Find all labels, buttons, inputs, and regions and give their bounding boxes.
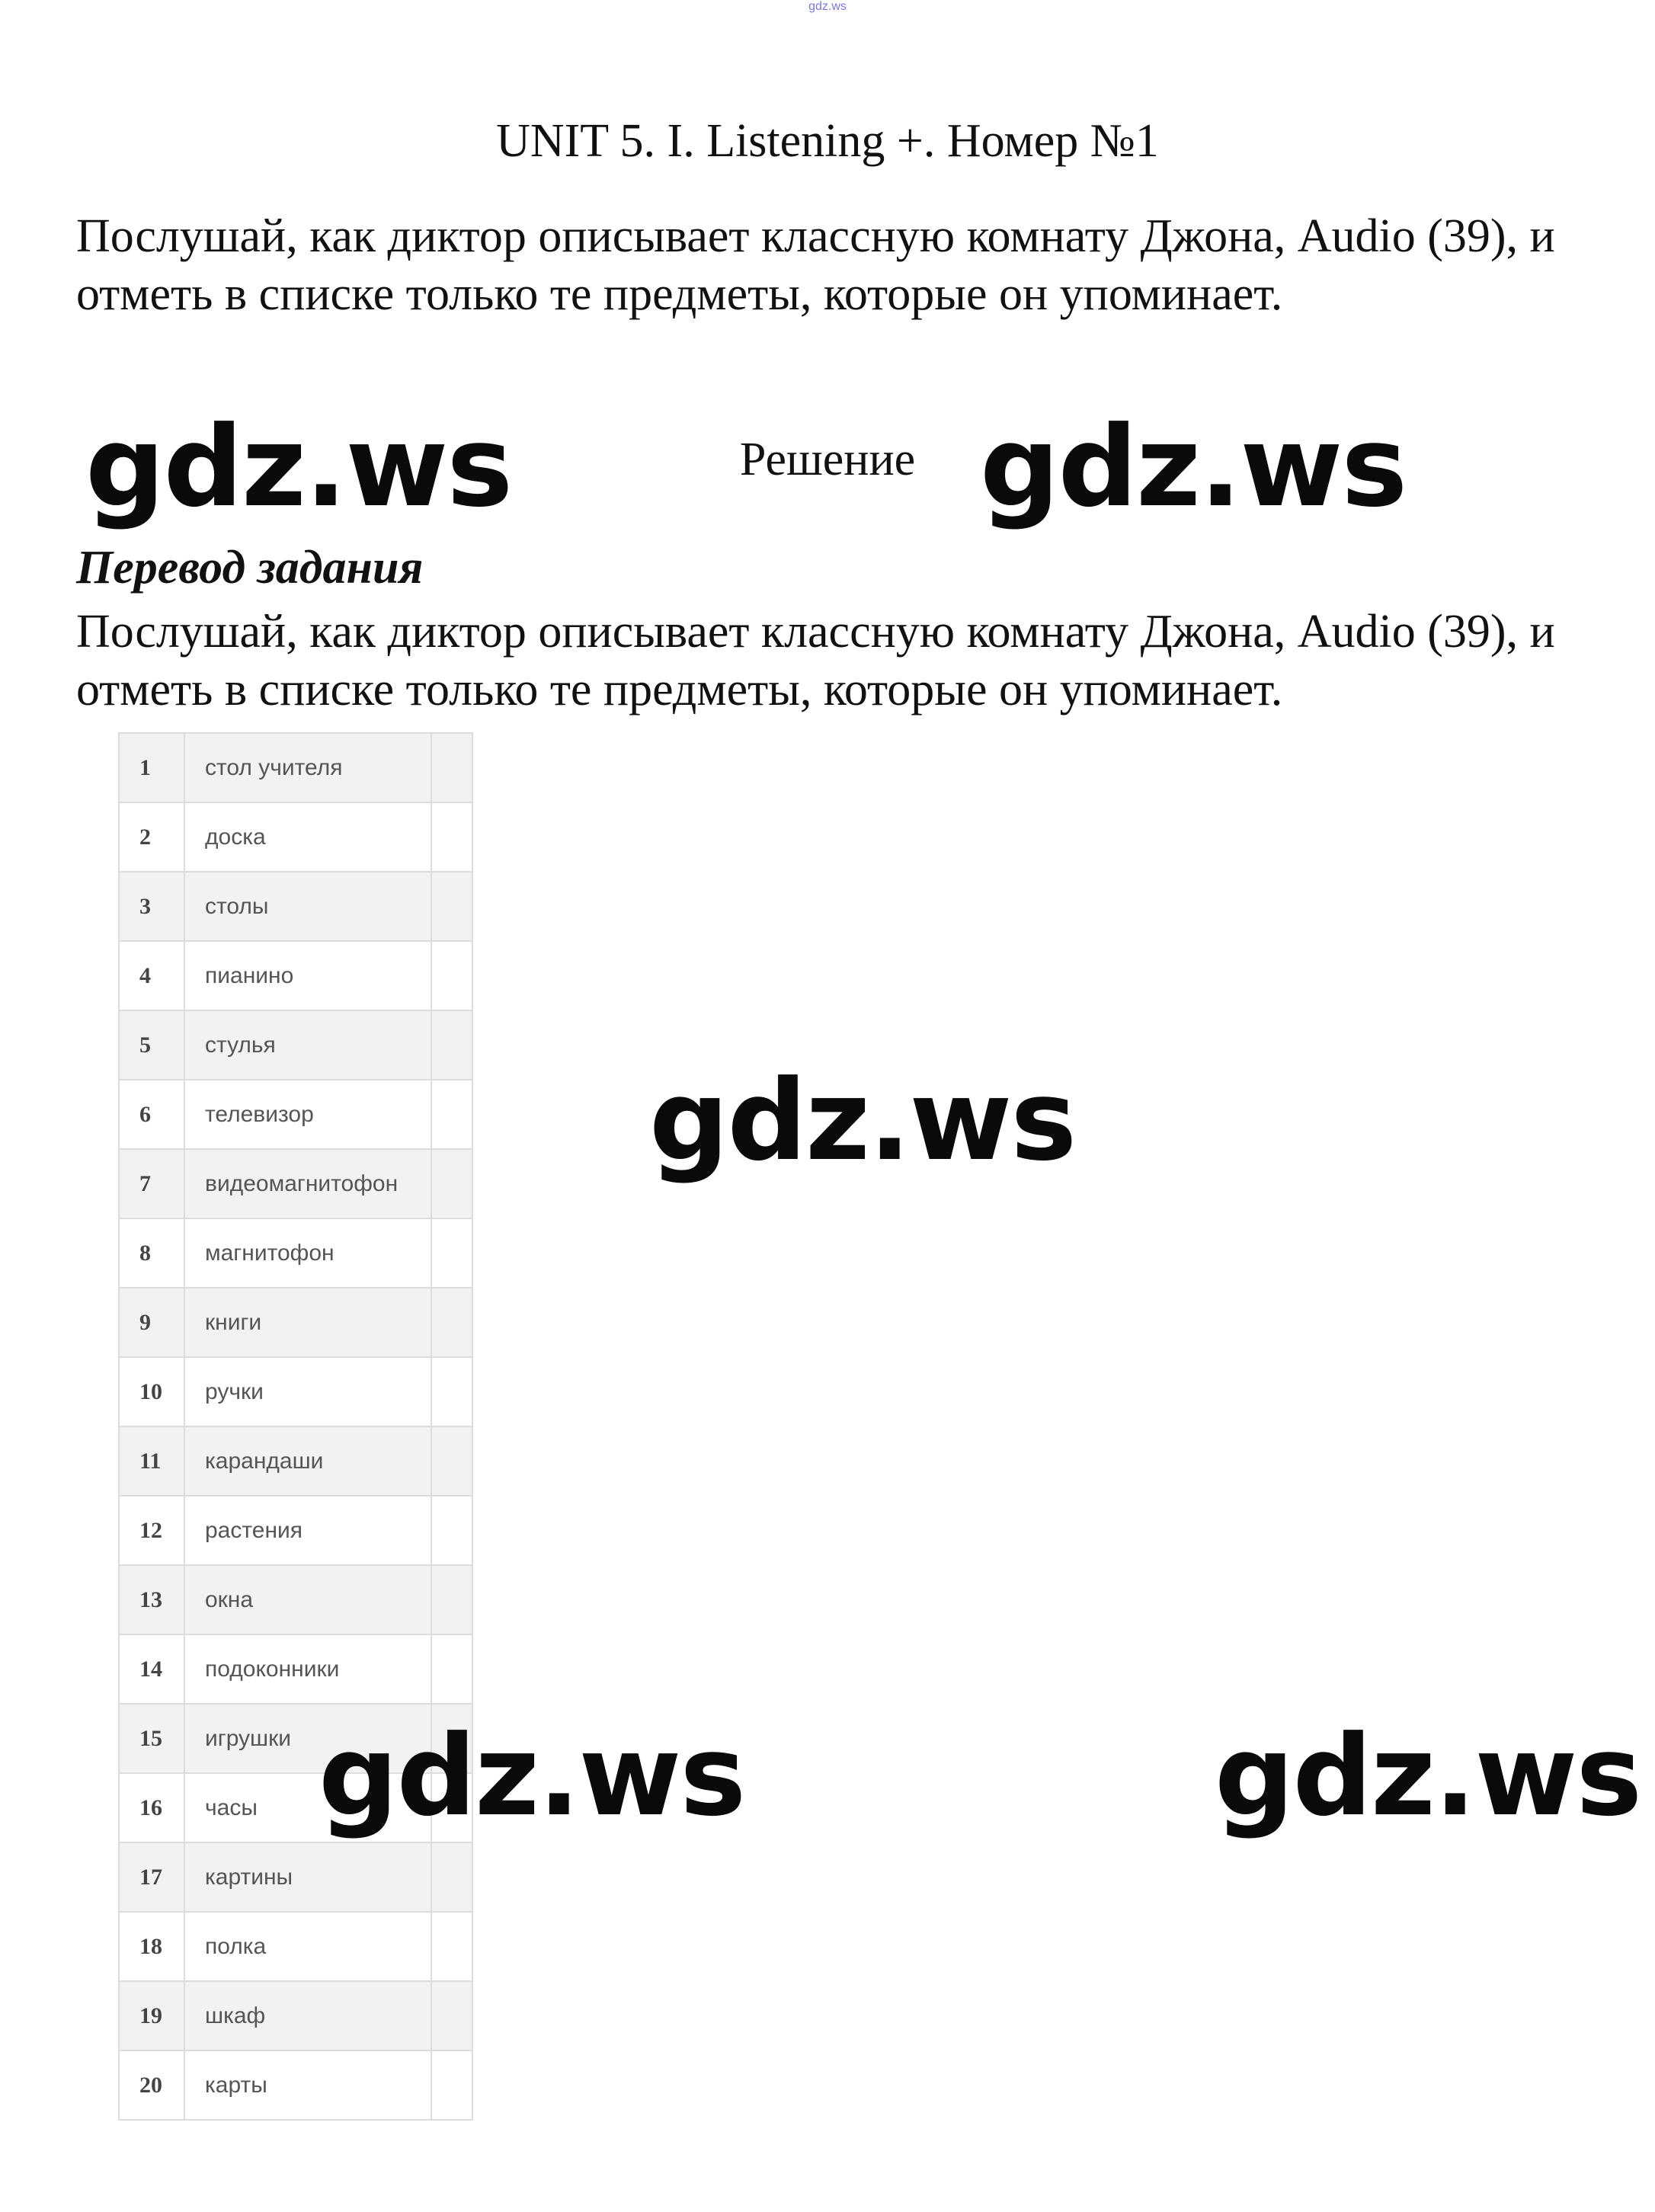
- item-name: полка: [184, 1912, 431, 1981]
- item-number: 12: [119, 1496, 184, 1565]
- item-number: 18: [119, 1912, 184, 1981]
- table-row: [119, 1357, 472, 1426]
- item-number: 7: [119, 1149, 184, 1218]
- item-number: 15: [119, 1704, 184, 1773]
- table-row: [119, 1496, 472, 1565]
- items-table-body: [119, 733, 472, 2120]
- item-name: растения: [184, 1496, 431, 1565]
- item-number: 17: [119, 1842, 184, 1912]
- table-row: [119, 802, 472, 872]
- item-checkbox-cell[interactable]: [431, 1981, 472, 2050]
- watermark: gdz.ws: [649, 1056, 1076, 1186]
- item-number: 16: [119, 1773, 184, 1842]
- page-title: UNIT 5. I. Listening +. Номер №1: [496, 115, 1159, 167]
- table-row: [119, 1149, 472, 1218]
- item-checkbox-cell[interactable]: [431, 941, 472, 1010]
- item-name: картины: [184, 1842, 431, 1912]
- solution-label: Решение: [739, 434, 916, 485]
- item-number: 5: [119, 1010, 184, 1080]
- item-number: 10: [119, 1357, 184, 1426]
- item-checkbox-cell[interactable]: [431, 1912, 472, 1981]
- table-row: [119, 1565, 472, 1634]
- table-row: [119, 1010, 472, 1080]
- table-row: [119, 1218, 472, 1288]
- item-checkbox-cell[interactable]: [431, 1288, 472, 1357]
- item-checkbox-cell[interactable]: [431, 1357, 472, 1426]
- item-name: телевизор: [184, 1080, 431, 1149]
- table-row: [119, 1288, 472, 1357]
- task-text: Послушай, как диктор описывает классную комнату Джона, Audio (39), и отметь в списке только те предметы, которые он упоминает.: [76, 210, 1555, 320]
- item-number: 8: [119, 1218, 184, 1288]
- item-name: пианино: [184, 941, 431, 1010]
- item-checkbox-cell[interactable]: [431, 1218, 472, 1288]
- translation-heading: Перевод задания: [76, 542, 424, 594]
- item-checkbox-cell[interactable]: [431, 1149, 472, 1218]
- item-name: окна: [184, 1565, 431, 1634]
- item-name: магнитофон: [184, 1218, 431, 1288]
- table-row: [119, 1842, 472, 1912]
- item-number: 13: [119, 1565, 184, 1634]
- item-number: 9: [119, 1288, 184, 1357]
- item-checkbox-cell[interactable]: [431, 802, 472, 872]
- item-number: 6: [119, 1080, 184, 1149]
- item-name: столы: [184, 872, 431, 941]
- item-number: 1: [119, 733, 184, 802]
- table-row: [119, 1426, 472, 1496]
- table-row: [119, 872, 472, 941]
- item-name: книги: [184, 1288, 431, 1357]
- item-number: 2: [119, 802, 184, 872]
- item-checkbox-cell[interactable]: [431, 733, 472, 802]
- item-number: 11: [119, 1426, 184, 1496]
- item-number: 14: [119, 1634, 184, 1704]
- item-checkbox-cell[interactable]: [431, 1842, 472, 1912]
- table-row: [119, 1080, 472, 1149]
- item-checkbox-cell[interactable]: [431, 872, 472, 941]
- items-table: [118, 732, 473, 2121]
- item-name: шкаф: [184, 1981, 431, 2050]
- item-checkbox-cell[interactable]: [431, 1080, 472, 1149]
- item-name: стол учителя: [184, 733, 431, 802]
- table-row: [119, 2050, 472, 2120]
- item-name: доска: [184, 802, 431, 872]
- item-checkbox-cell[interactable]: [431, 2050, 472, 2120]
- item-name: подоконники: [184, 1634, 431, 1704]
- table-row: [119, 1981, 472, 2050]
- item-number: 19: [119, 1981, 184, 2050]
- item-checkbox-cell[interactable]: [431, 1426, 472, 1496]
- item-name: карты: [184, 2050, 431, 2120]
- item-checkbox-cell[interactable]: [431, 1496, 472, 1565]
- item-name: стулья: [184, 1010, 431, 1080]
- site-mark: gdz.ws: [808, 0, 847, 13]
- translation-text: Послушай, как диктор описывает классную комнату Джона, Audio (39), и отметь в списке только те предметы, которые он упоминает.: [76, 606, 1555, 715]
- item-number: 20: [119, 2050, 184, 2120]
- item-number: 3: [119, 872, 184, 941]
- watermark: gdz.ws: [1215, 1711, 1641, 1841]
- item-name: часы: [184, 1773, 431, 1842]
- table-row: [119, 941, 472, 1010]
- watermark: gdz.ws: [85, 402, 512, 532]
- item-number: 4: [119, 941, 184, 1010]
- item-name: видеомагнитофон: [184, 1149, 431, 1218]
- table-row: [119, 1912, 472, 1981]
- table-row: [119, 1634, 472, 1704]
- item-checkbox-cell[interactable]: [431, 1565, 472, 1634]
- item-name: ручки: [184, 1357, 431, 1426]
- item-name: карандаши: [184, 1426, 431, 1496]
- watermark: gdz.ws: [319, 1711, 745, 1841]
- table-row: [119, 733, 472, 802]
- item-checkbox-cell[interactable]: [431, 1010, 472, 1080]
- item-name: игрушки: [184, 1704, 431, 1773]
- item-checkbox-cell[interactable]: [431, 1634, 472, 1704]
- watermark: gdz.ws: [980, 402, 1407, 532]
